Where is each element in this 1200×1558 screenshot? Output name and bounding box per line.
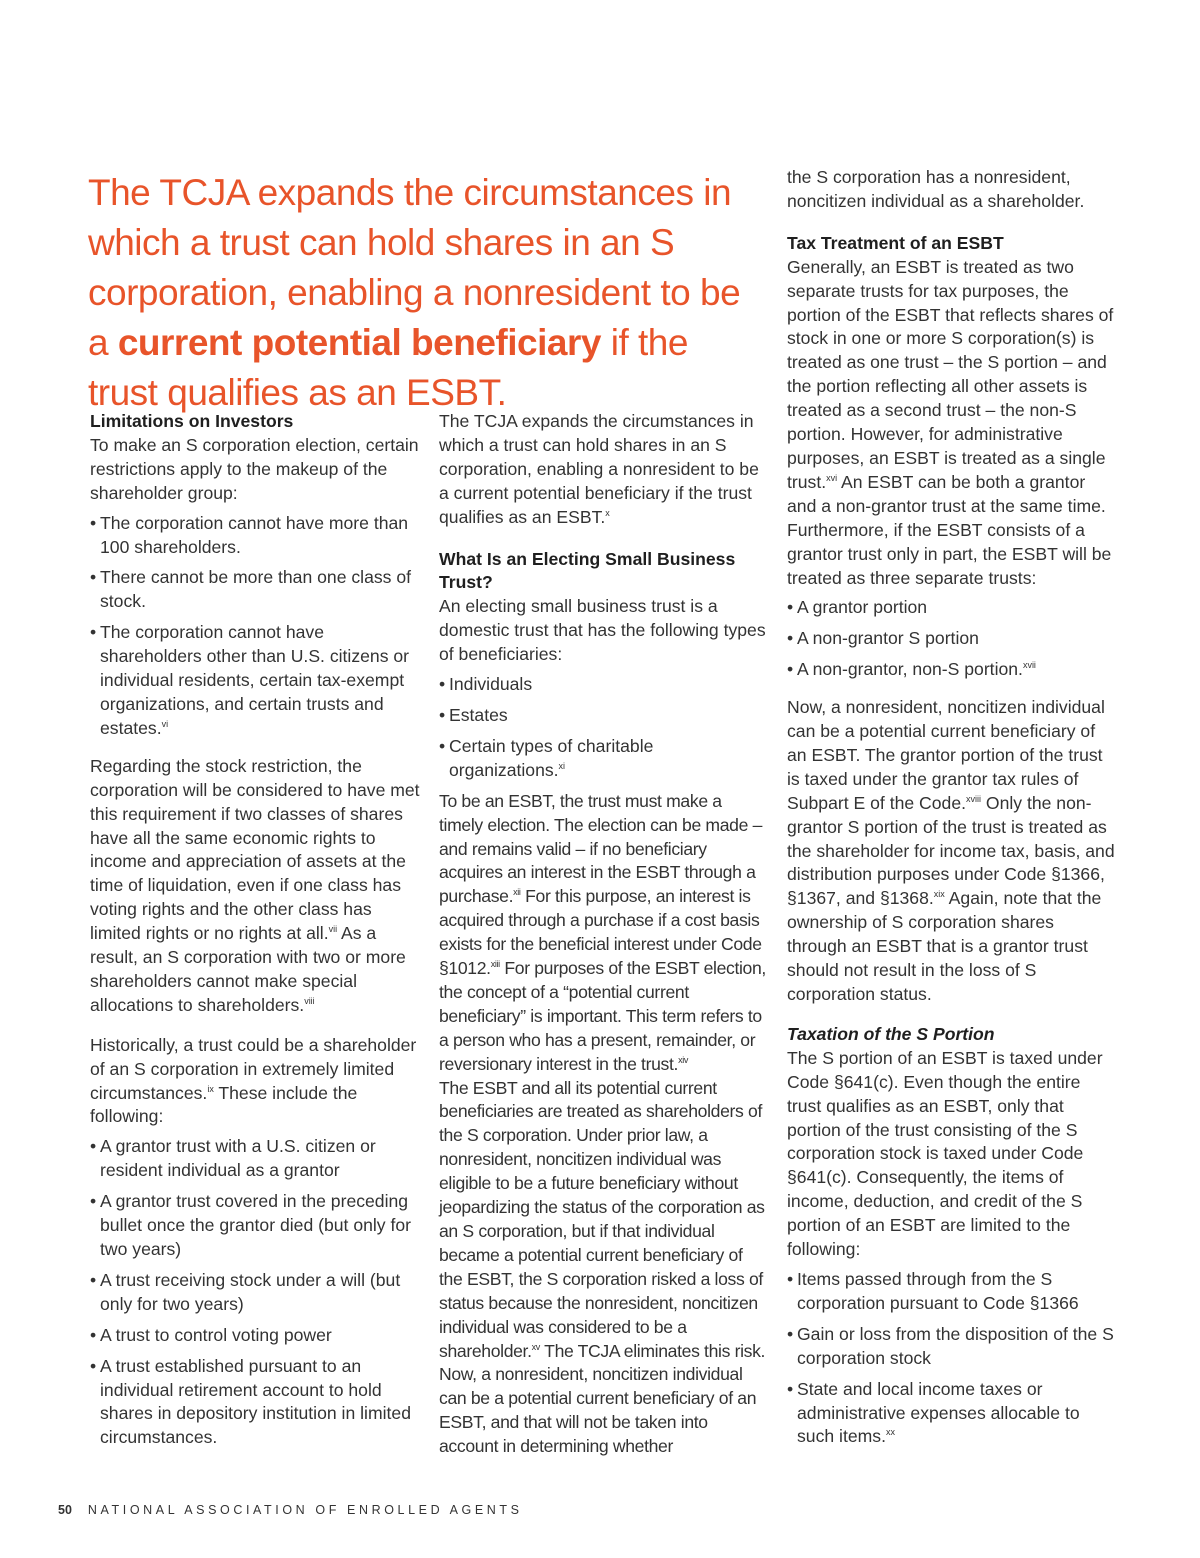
bullet-list	[90, 512, 422, 741]
pull-quote-text-end: if the trust qualifies as an ESBT.	[88, 322, 688, 413]
footnote-ref: xi	[558, 760, 566, 771]
paragraph: Historically, a trust could be a shareholder of an S corporation in extremely limited circumstances.$^{ix}$ These include the following:	[90, 1034, 417, 1127]
list-item: • There cannot be more than one class of stock.	[90, 566, 422, 614]
heading-limitations-on-investors: Limitations on Investors	[90, 411, 294, 431]
footnote-ref: xv	[531, 1341, 540, 1352]
list-item: • A non-grantor S portion	[787, 627, 1117, 651]
paragraph: To make an S corporation election, certain restrictions apply to the makeup of the shareholder group:	[90, 434, 419, 503]
heading-what-is-esbt: What Is an Electing Small Business Trust?	[439, 548, 736, 593]
footnote-ref: xiii	[490, 959, 500, 970]
list-item: • The corporation cannot have more than 100 shareholders.	[90, 512, 422, 560]
paragraph: To be an ESBT, the trust must make a timely election. The election can be made – and remains valid – if no beneficiary acquires an interest in the ESBT through a purchase.$^{xii}$ For this purpose, an interest is acquired through a purchase if a cost basis exists for the beneficial interest under Code §1012.$^{xiii}$ For purposes of the ESBT election, the concept of a “potential current beneficiary” is important. This term refers to a person who has a present, remainder, or reversionary interest in the trust.$^{xiv}$	[439, 790, 766, 1074]
column-middle	[439, 410, 769, 1469]
paragraph: The TCJA expands the circumstances in which a trust can hold shares in an S corporation, enabling a nonresident to be a current potential beneficiary if the trust qualifies as an ESBT.$^x$	[439, 411, 759, 527]
paragraph: An electing small business trust is a domestic trust that has the following types of beneficiaries:	[439, 596, 766, 665]
paragraph: The S portion of an ESBT is taxed under Code §641(c). Even though the entire trust qualifies as an ESBT, only that portion of the trust consisting of the S corporation stock is taxed under Code §641(c). Consequently, the items of income, deduction, and credit of the S portion of an ESBT are limited to the following:	[787, 1047, 1103, 1260]
pull-quote	[88, 168, 748, 418]
bullet-list	[787, 1268, 1117, 1449]
list-item: • Items passed through from the S corporation pursuant to Code §1366	[787, 1268, 1117, 1316]
footnote-ref: vii	[328, 924, 338, 935]
footnote-ref: xii	[513, 887, 521, 898]
footnote-ref: ix	[207, 1083, 214, 1094]
paragraph: Now, a nonresident, noncitizen individual can be a potential current beneficiary of an ESBT. The grantor portion of the trust is taxed under the grantor tax rules of Subpart E of the Code.$^{xviii}$ Only the non-grantor S portion of the trust is treated as the shareholder for income tax, basis, and distribution purposes under Code §1366, §1367, and §1368.$^{xix}$ Again, note that the ownership of S corporation shares through an ESBT that is a grantor trust should not result in the loss of S corporation status.	[787, 697, 1115, 1004]
footnote-ref: xvi	[826, 472, 838, 483]
footnote-ref: xx	[885, 1427, 895, 1438]
paragraph: the S corporation has a nonresident, noncitizen individual as a shareholder.	[787, 167, 1085, 211]
footnote-ref: vi	[161, 718, 169, 729]
footnote-ref: xvii	[1022, 660, 1036, 671]
list-item: • Individuals	[439, 673, 769, 697]
paragraph: Generally, an ESBT is treated as two separate trusts for tax purposes, the portion of the ESBT that reflects shares of stock in one or more S corporation(s) is treated as one trust – the S portion – and the portion reflecting all other assets is treated as a second trust – the non-S portion. However, for administrative purposes, an ESBT is treated as a single trust.$^{xvi}$ An ESBT can be both a grantor and a non-grantor trust at the same time. Furthermore, if the ESBT consists of a grantor trust only in part, the ESBT will be treated as three separate trusts:	[787, 256, 1114, 588]
pull-quote-text: The TCJA expands the circumstances in which a trust can hold shares in an S corporation, enabling a nonresident to be a	[88, 172, 741, 363]
column-left	[90, 410, 422, 1460]
publication-name: NATIONAL ASSOCIATION OF ENROLLED AGENTS	[87, 1503, 523, 1517]
list-item: • The corporation cannot have shareholders other than U.S. citizens or individual residents, certain tax-exempt organizations, and certain trusts and estates.$^{vi}$	[90, 621, 422, 741]
paragraph: Regarding the stock restriction, the corporation will be considered to have met this requirement if two classes of shares have all the same economic rights to income and appreciation of assets at the time of liquidation, even if one class has voting rights and the other class has limited rights or no rights at all.$^{vii}$ As a result, an S corporation with two or more shareholders cannot make special allocations to shareholders.$^{viii}$	[90, 755, 420, 1015]
column-right	[787, 166, 1117, 1459]
bullet-list	[90, 1135, 422, 1450]
list-item: • A grantor trust covered in the preceding bullet once the grantor died (but only for two years)	[90, 1190, 422, 1262]
list-item: • A non-grantor, non-S portion.$^{xvii}$	[787, 658, 1117, 682]
page-footer	[58, 1503, 523, 1517]
page-number: 50	[58, 1503, 72, 1517]
footnote-ref: x	[605, 507, 610, 518]
list-item: • Estates	[439, 704, 769, 728]
pull-quote-emphasis: current potential beneficiary	[117, 322, 601, 363]
footnote-ref: xix	[933, 889, 945, 900]
list-item: • Gain or loss from the disposition of the S corporation stock	[787, 1323, 1117, 1371]
footnote-ref: viii	[304, 995, 315, 1006]
heading-tax-treatment-esbt: Tax Treatment of an ESBT	[787, 232, 1004, 253]
list-item: • A grantor trust with a U.S. citizen or resident individual as a grantor	[90, 1135, 422, 1183]
bullet-list	[787, 596, 1117, 682]
list-item: • Certain types of charitable organizations.$^{xi}$	[439, 735, 769, 783]
list-item: • A trust established pursuant to an individual retirement account to hold shares in depository institution in limited circumstances.	[90, 1355, 422, 1451]
list-item: • A grantor portion	[787, 596, 1117, 620]
footnote-ref: xiv	[678, 1054, 689, 1065]
list-item: • A trust receiving stock under a will (but only for two years)	[90, 1269, 422, 1317]
bullet-list	[439, 673, 769, 783]
paragraph: The ESBT and all its potential current beneficiaries are treated as shareholders of the S corporation. Under prior law, a nonresident, noncitizen individual was eligible to be a future beneficiary without jeopardizing the status of the corporation as an S corporation, but if that individual became a potential current beneficiary of the ESBT, the S corporation risked a loss of status because the nonresident, noncitizen individual was considered to be a shareholder.$^{xv}$ The TCJA eliminates this risk. Now, a nonresident, noncitizen individual can be a potential current beneficiary of an ESBT, and that will not be taken into account in determining whether	[439, 1077, 766, 1457]
heading-taxation-s-portion: Taxation of the S Portion	[787, 1023, 995, 1044]
footnote-ref: xviii	[966, 793, 981, 804]
list-item: • A trust to control voting power	[90, 1324, 422, 1348]
list-item: • State and local income taxes or administrative expenses allocable to such items.$^{xx}$	[787, 1378, 1117, 1450]
